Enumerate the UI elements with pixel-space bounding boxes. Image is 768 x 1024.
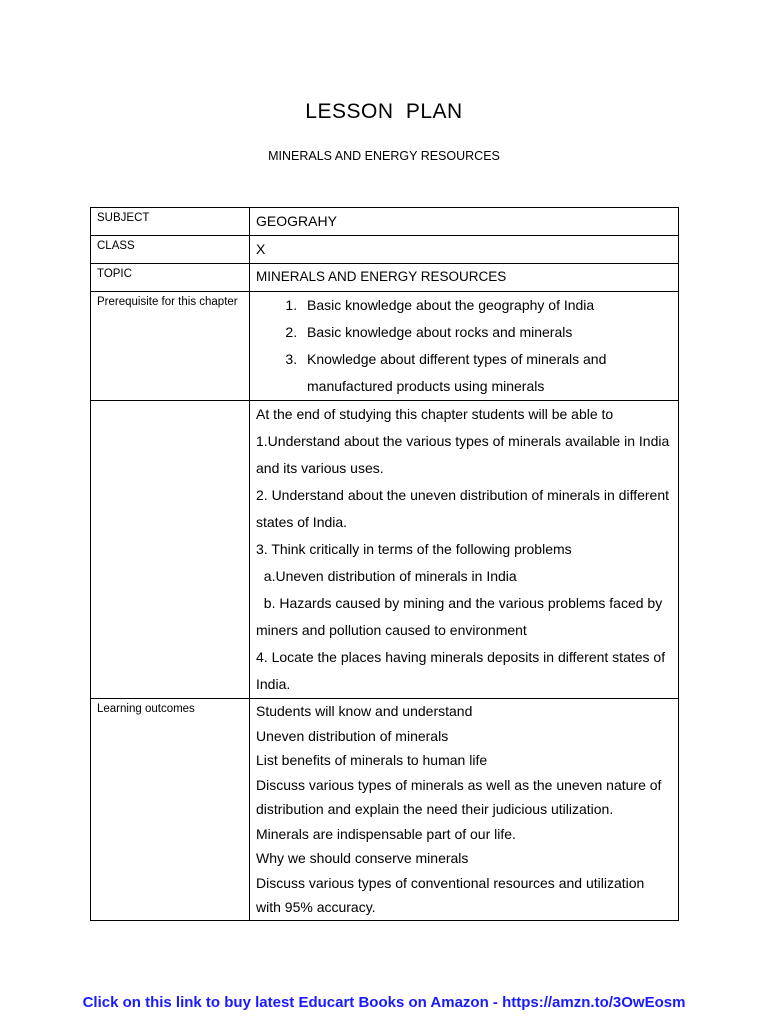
outcome-line: Uneven distribution of minerals	[256, 727, 449, 744]
subject-label: SUBJECT	[91, 208, 250, 236]
objective-line: 1.Understand about the various types of minerals available in India and its various uses.	[256, 433, 674, 476]
learning-outcomes-value	[250, 699, 679, 921]
class-value: X	[250, 236, 679, 264]
prerequisite-label: Prerequisite for this chapter	[91, 292, 250, 401]
list-item: 1. Basic knowledge about the geography of India	[301, 292, 672, 319]
table-row-objectives	[91, 401, 679, 699]
prerequisite-value	[250, 292, 679, 401]
class-label: CLASS	[91, 236, 250, 264]
table-row-prerequisite	[91, 292, 679, 401]
outcome-line: List benefits of minerals to human life	[256, 752, 488, 768]
outcome-line: Minerals are indispensable part of our life.	[256, 825, 516, 842]
outcome-line: Discuss various types of minerals as well as the uneven nature of distribution and explain the need their judicious utilization.	[256, 776, 662, 817]
objectives-value	[250, 401, 679, 699]
amazon-books-link[interactable]: Click on this link to buy latest Educart Books on Amazon - https://amzn.to/3OwEosm	[82, 994, 686, 1011]
table-row-learning-outcomes	[91, 699, 679, 921]
topic-value: MINERALS AND ENERGY RESOURCES	[250, 264, 679, 292]
subject-value: GEOGRAHY	[250, 208, 679, 236]
objective-line: At the end of studying this chapter students will be able to	[256, 406, 614, 422]
list-item: 3. Knowledge about different types of minerals and manufactured products using minerals	[301, 346, 672, 400]
document-title: LESSON PLAN	[305, 100, 463, 123]
list-item: 2. Basic knowledge about rocks and minerals	[301, 319, 672, 346]
objective-line: b. Hazards caused by mining and the various problems faced by miners and pollution caused to environment	[256, 595, 667, 638]
objective-line: 3. Think critically in terms of the following problems	[256, 541, 572, 557]
objective-line: 2. Understand about the uneven distribution of minerals in different states of India.	[256, 487, 673, 530]
table-row-topic	[91, 264, 679, 292]
table-row-subject	[91, 208, 679, 236]
outcome-line: Why we should conserve minerals	[256, 850, 469, 866]
prerequisite-list	[256, 292, 672, 400]
outcome-line: Discuss various types of conventional resources and utilization with 95% accuracy.	[256, 874, 645, 915]
topic-label: TOPIC	[91, 264, 250, 292]
objective-line: a.Uneven distribution of minerals in India	[256, 568, 517, 584]
objective-line: 4. Locate the places having minerals deposits in different states of India.	[256, 649, 669, 692]
outcome-line: Students will know and understand	[256, 703, 473, 719]
document-subtitle: MINERALS AND ENERGY RESOURCES	[268, 149, 500, 163]
lesson-plan-table	[90, 207, 679, 921]
table-row-class	[91, 236, 679, 264]
objectives-label	[91, 401, 250, 699]
learning-outcomes-label: Learning outcomes	[91, 699, 250, 921]
